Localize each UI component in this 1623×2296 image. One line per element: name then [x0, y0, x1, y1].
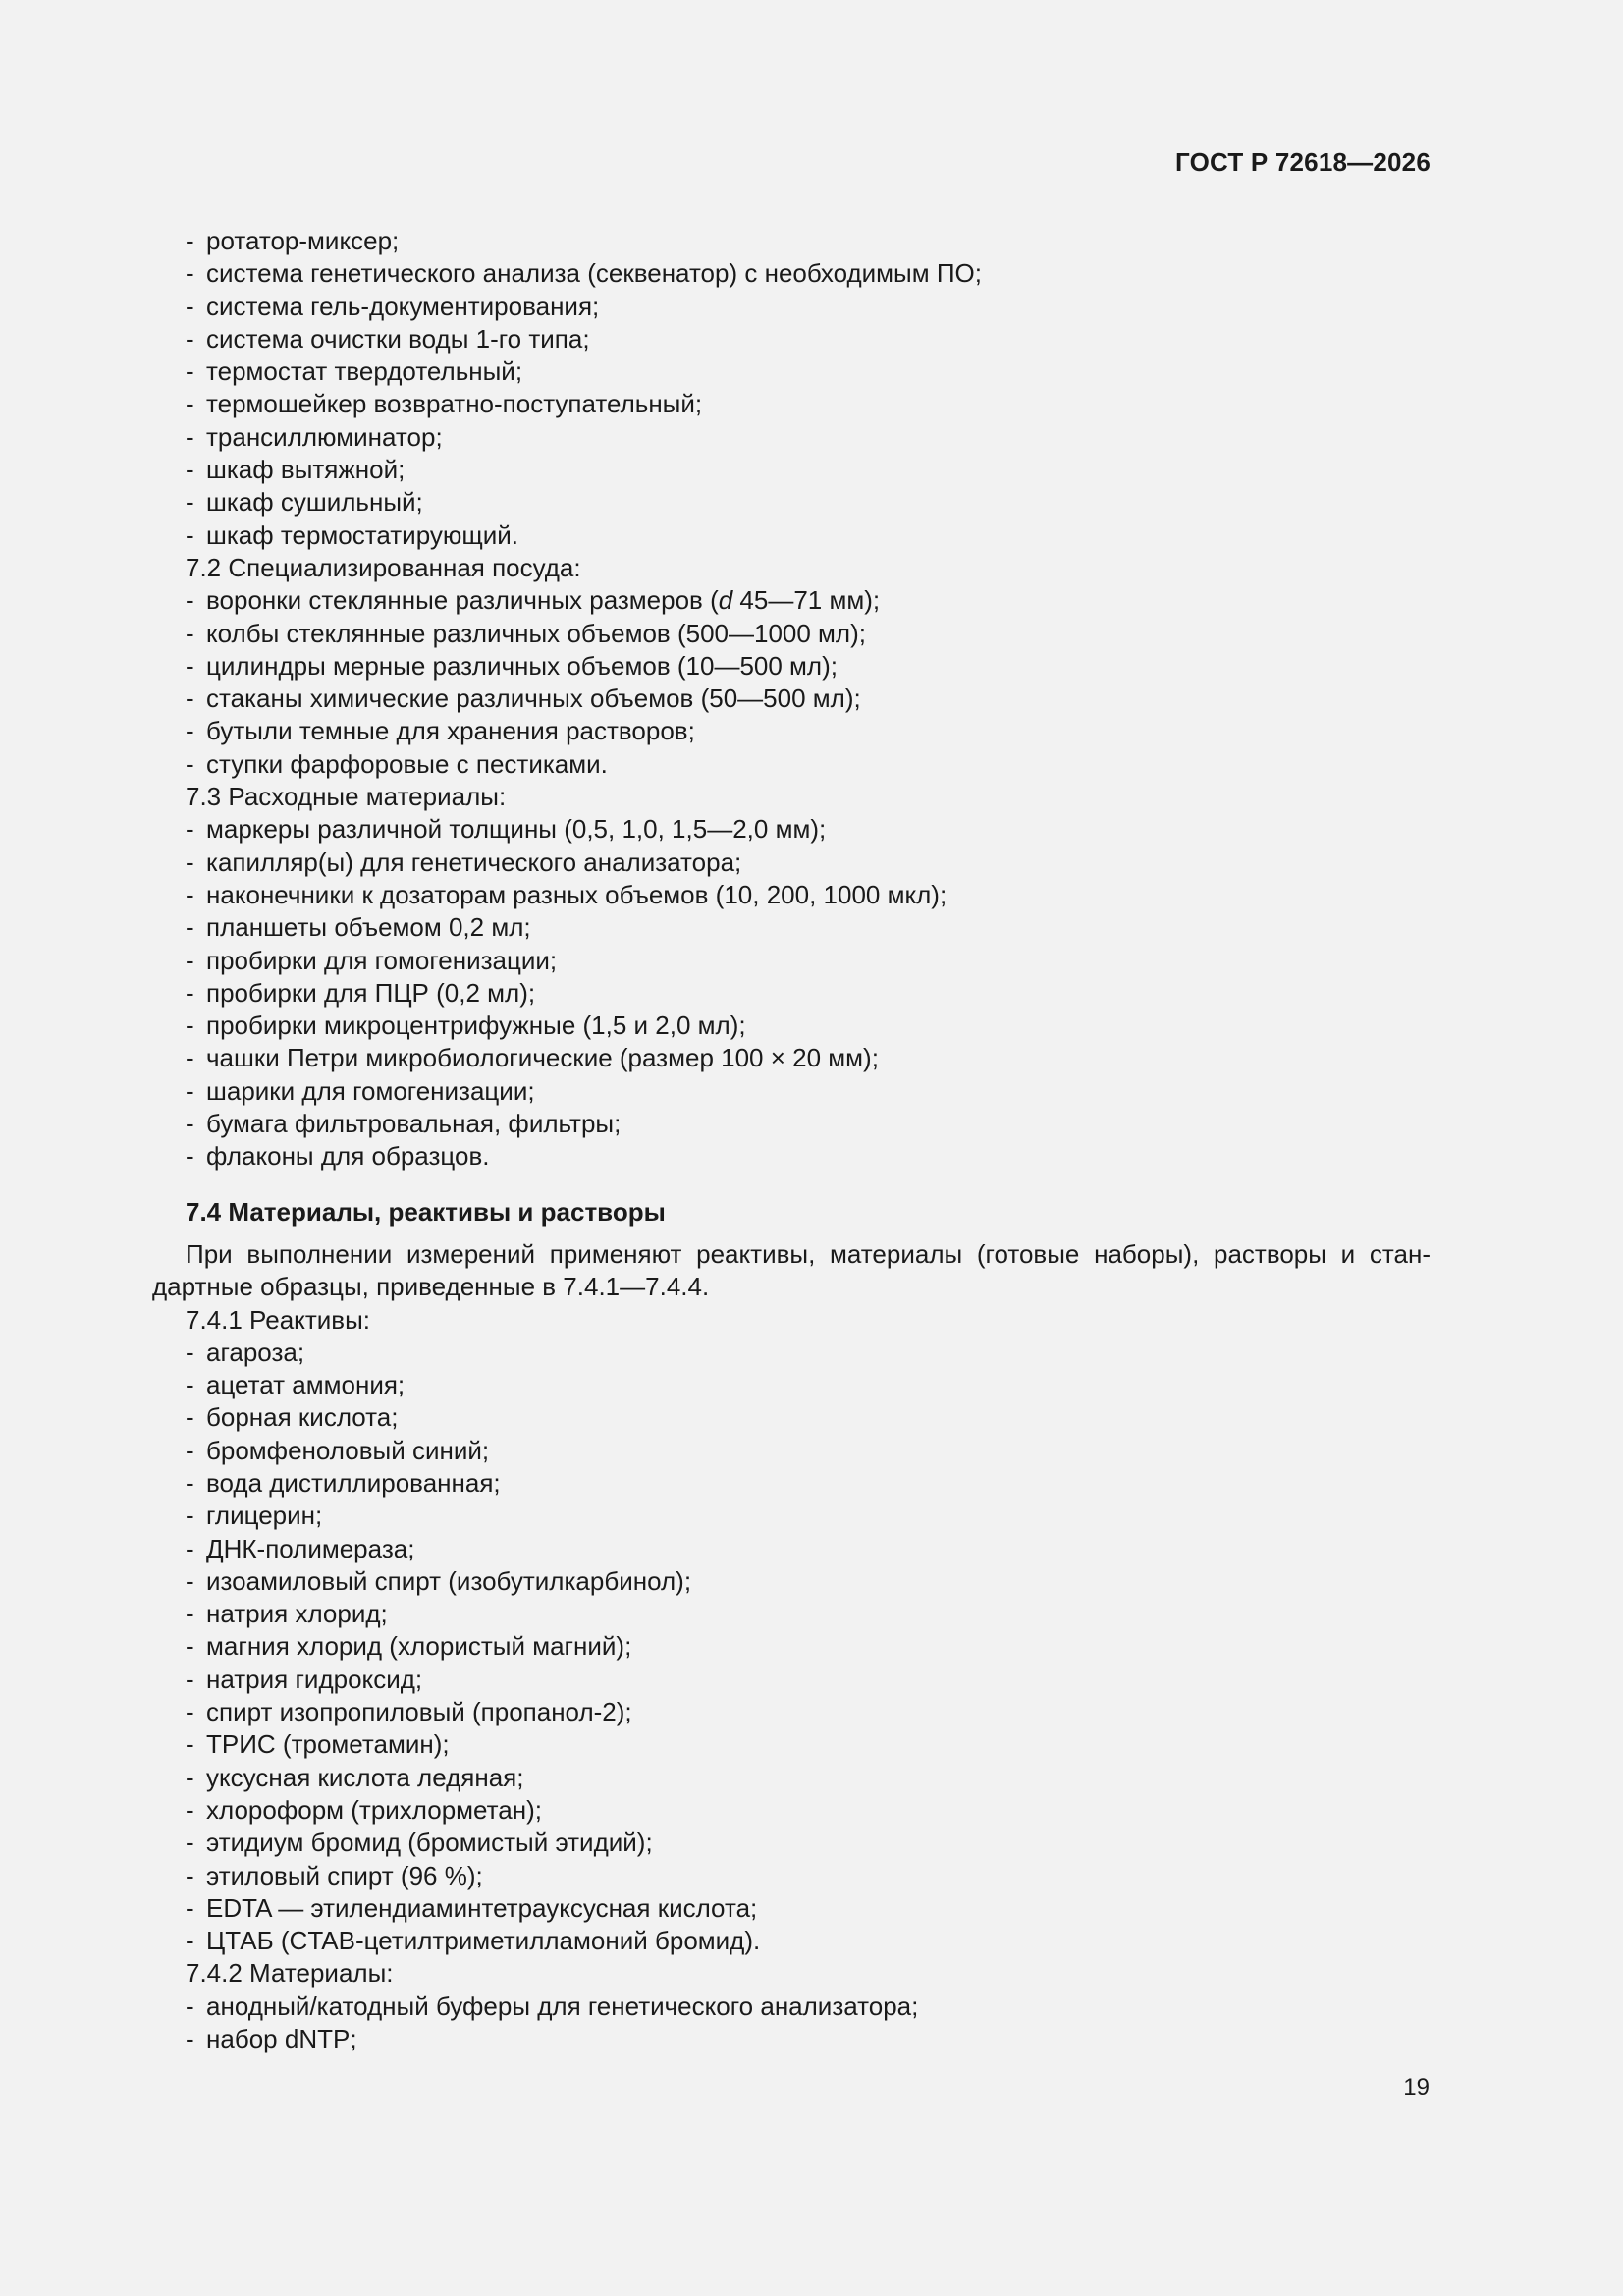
- reagents-list: [152, 1337, 1431, 1958]
- page-number: 19: [1403, 2074, 1430, 2101]
- list-item: - уксусная кислота ледяная;: [186, 1762, 524, 1792]
- list-item: - натрия хлорид;: [186, 1599, 388, 1629]
- section-7-2-title: 7.2 Специализированная посуда:: [186, 552, 581, 582]
- list-item: - шкаф вытяжной;: [186, 455, 406, 485]
- document-body: [152, 225, 1431, 2055]
- list-item: - ТРИС (трометамин);: [186, 1729, 450, 1760]
- list-item: - этидиум бромид (бромистый этидий);: [186, 1828, 653, 1858]
- list-item: - магния хлорид (хлористый магний);: [186, 1631, 632, 1662]
- list-item: - пробирки для гомогенизации;: [186, 945, 558, 975]
- list-item: - анодный/катодный буферы для генетического анализатора;: [186, 1991, 919, 2021]
- list-item: - шкаф сушильный;: [186, 487, 423, 518]
- section-7-3-title: 7.3 Расходные материалы:: [186, 782, 507, 812]
- list-item: - бромфеноловый синий;: [186, 1435, 490, 1465]
- list-item: - система очистки воды 1-го типа;: [186, 323, 590, 354]
- materials-list: [152, 1991, 1431, 2056]
- list-item: - шарики для гомогенизации;: [186, 1075, 535, 1106]
- glassware-list: [152, 584, 1431, 781]
- list-item: - бутыли темные для хранения растворов;: [186, 716, 695, 746]
- list-item: - бумага фильтровальная, фильтры;: [186, 1109, 622, 1139]
- list-item: - борная кислота;: [186, 1402, 399, 1433]
- list-item: - колбы стеклянные различных объемов (500—1000 мл);: [186, 618, 866, 648]
- list-item: - хлороформ (трихлорметан);: [186, 1794, 542, 1825]
- list-item: - ступки фарфоровые с пестиками.: [186, 748, 608, 779]
- list-item: - цилиндры мерные различных объемов (10—500 мл);: [186, 650, 838, 681]
- list-item: - спирт изопропиловый (пропанол-2);: [186, 1697, 632, 1727]
- list-item: - натрия гидроксид;: [186, 1664, 423, 1694]
- consumables-list: [152, 813, 1431, 1173]
- list-item: - ДНК-полимераза;: [186, 1533, 415, 1563]
- list-item: - ацетат аммония;: [186, 1370, 406, 1400]
- list-item: - ЦТАБ (CTAB-цетилтриметилламоний бромид).: [186, 1926, 761, 1956]
- list-item: - пробирки микроцентрифужные (1,5 и 2,0 мл);: [186, 1011, 746, 1041]
- list-item: - воронки стеклянные различных размеров (d 45—71 мм);: [186, 585, 881, 616]
- list-item: - наконечники к дозаторам разных объемов (10, 200, 1000 мкл);: [186, 879, 947, 909]
- document-number: ГОСТ Р 72618—2026: [1175, 147, 1431, 177]
- list-item: - капилляр(ы) для генетического анализатора;: [186, 847, 742, 877]
- section-7-4-intro: При выполнении измерений применяют реактивы, материалы (готовые наборы), растворы и стандартные образцы, приведенные в 7.4.1—7.4.4.: [152, 1238, 1431, 1302]
- list-item: - шкаф термостатирующий.: [186, 519, 519, 550]
- list-item: - маркеры различной толщины (0,5, 1,0, 1,5—2,0 мм);: [186, 814, 827, 845]
- list-item: - трансиллюминатор;: [186, 421, 443, 452]
- list-item: - чашки Петри микробиологические (размер 100 × 20 мм);: [186, 1043, 879, 1073]
- list-item: - вода дистиллированная;: [186, 1467, 501, 1498]
- list-item: - агароза;: [186, 1337, 305, 1367]
- section-7-4-heading: 7.4 Материалы, реактивы и растворы: [186, 1196, 666, 1227]
- list-item: - этиловый спирт (96 %);: [186, 1860, 483, 1890]
- list-item: - ротатор-миксер;: [186, 226, 400, 255]
- list-item: - набор dNTP;: [186, 2024, 357, 2054]
- list-item: - изоамиловый спирт (изобутилкарбинол);: [186, 1565, 692, 1596]
- list-item: - флаконы для образцов.: [186, 1141, 490, 1172]
- list-item: - EDTA — этилендиаминтетрауксусная кислота;: [186, 1892, 758, 1923]
- list-item: - стаканы химические различных объемов (50—500 мл);: [186, 683, 861, 714]
- list-item: - планшеты объемом 0,2 мл;: [186, 912, 531, 943]
- list-item: - система гель-документирования;: [186, 291, 600, 321]
- list-item: - пробирки для ПЦР (0,2 мл);: [186, 977, 536, 1008]
- section-7-4-2-title: 7.4.2 Материалы:: [186, 1958, 394, 1989]
- equipment-list: [152, 225, 1431, 552]
- list-item: - термостат твердотельный;: [186, 356, 523, 387]
- list-item: - термошейкер возвратно-поступательный;: [186, 389, 703, 419]
- list-item: - система генетического анализа (секвенатор) с необходимым ПО;: [186, 258, 982, 289]
- section-7-4-1-title: 7.4.1 Реактивы:: [186, 1304, 370, 1335]
- list-item: - глицерин;: [186, 1501, 323, 1531]
